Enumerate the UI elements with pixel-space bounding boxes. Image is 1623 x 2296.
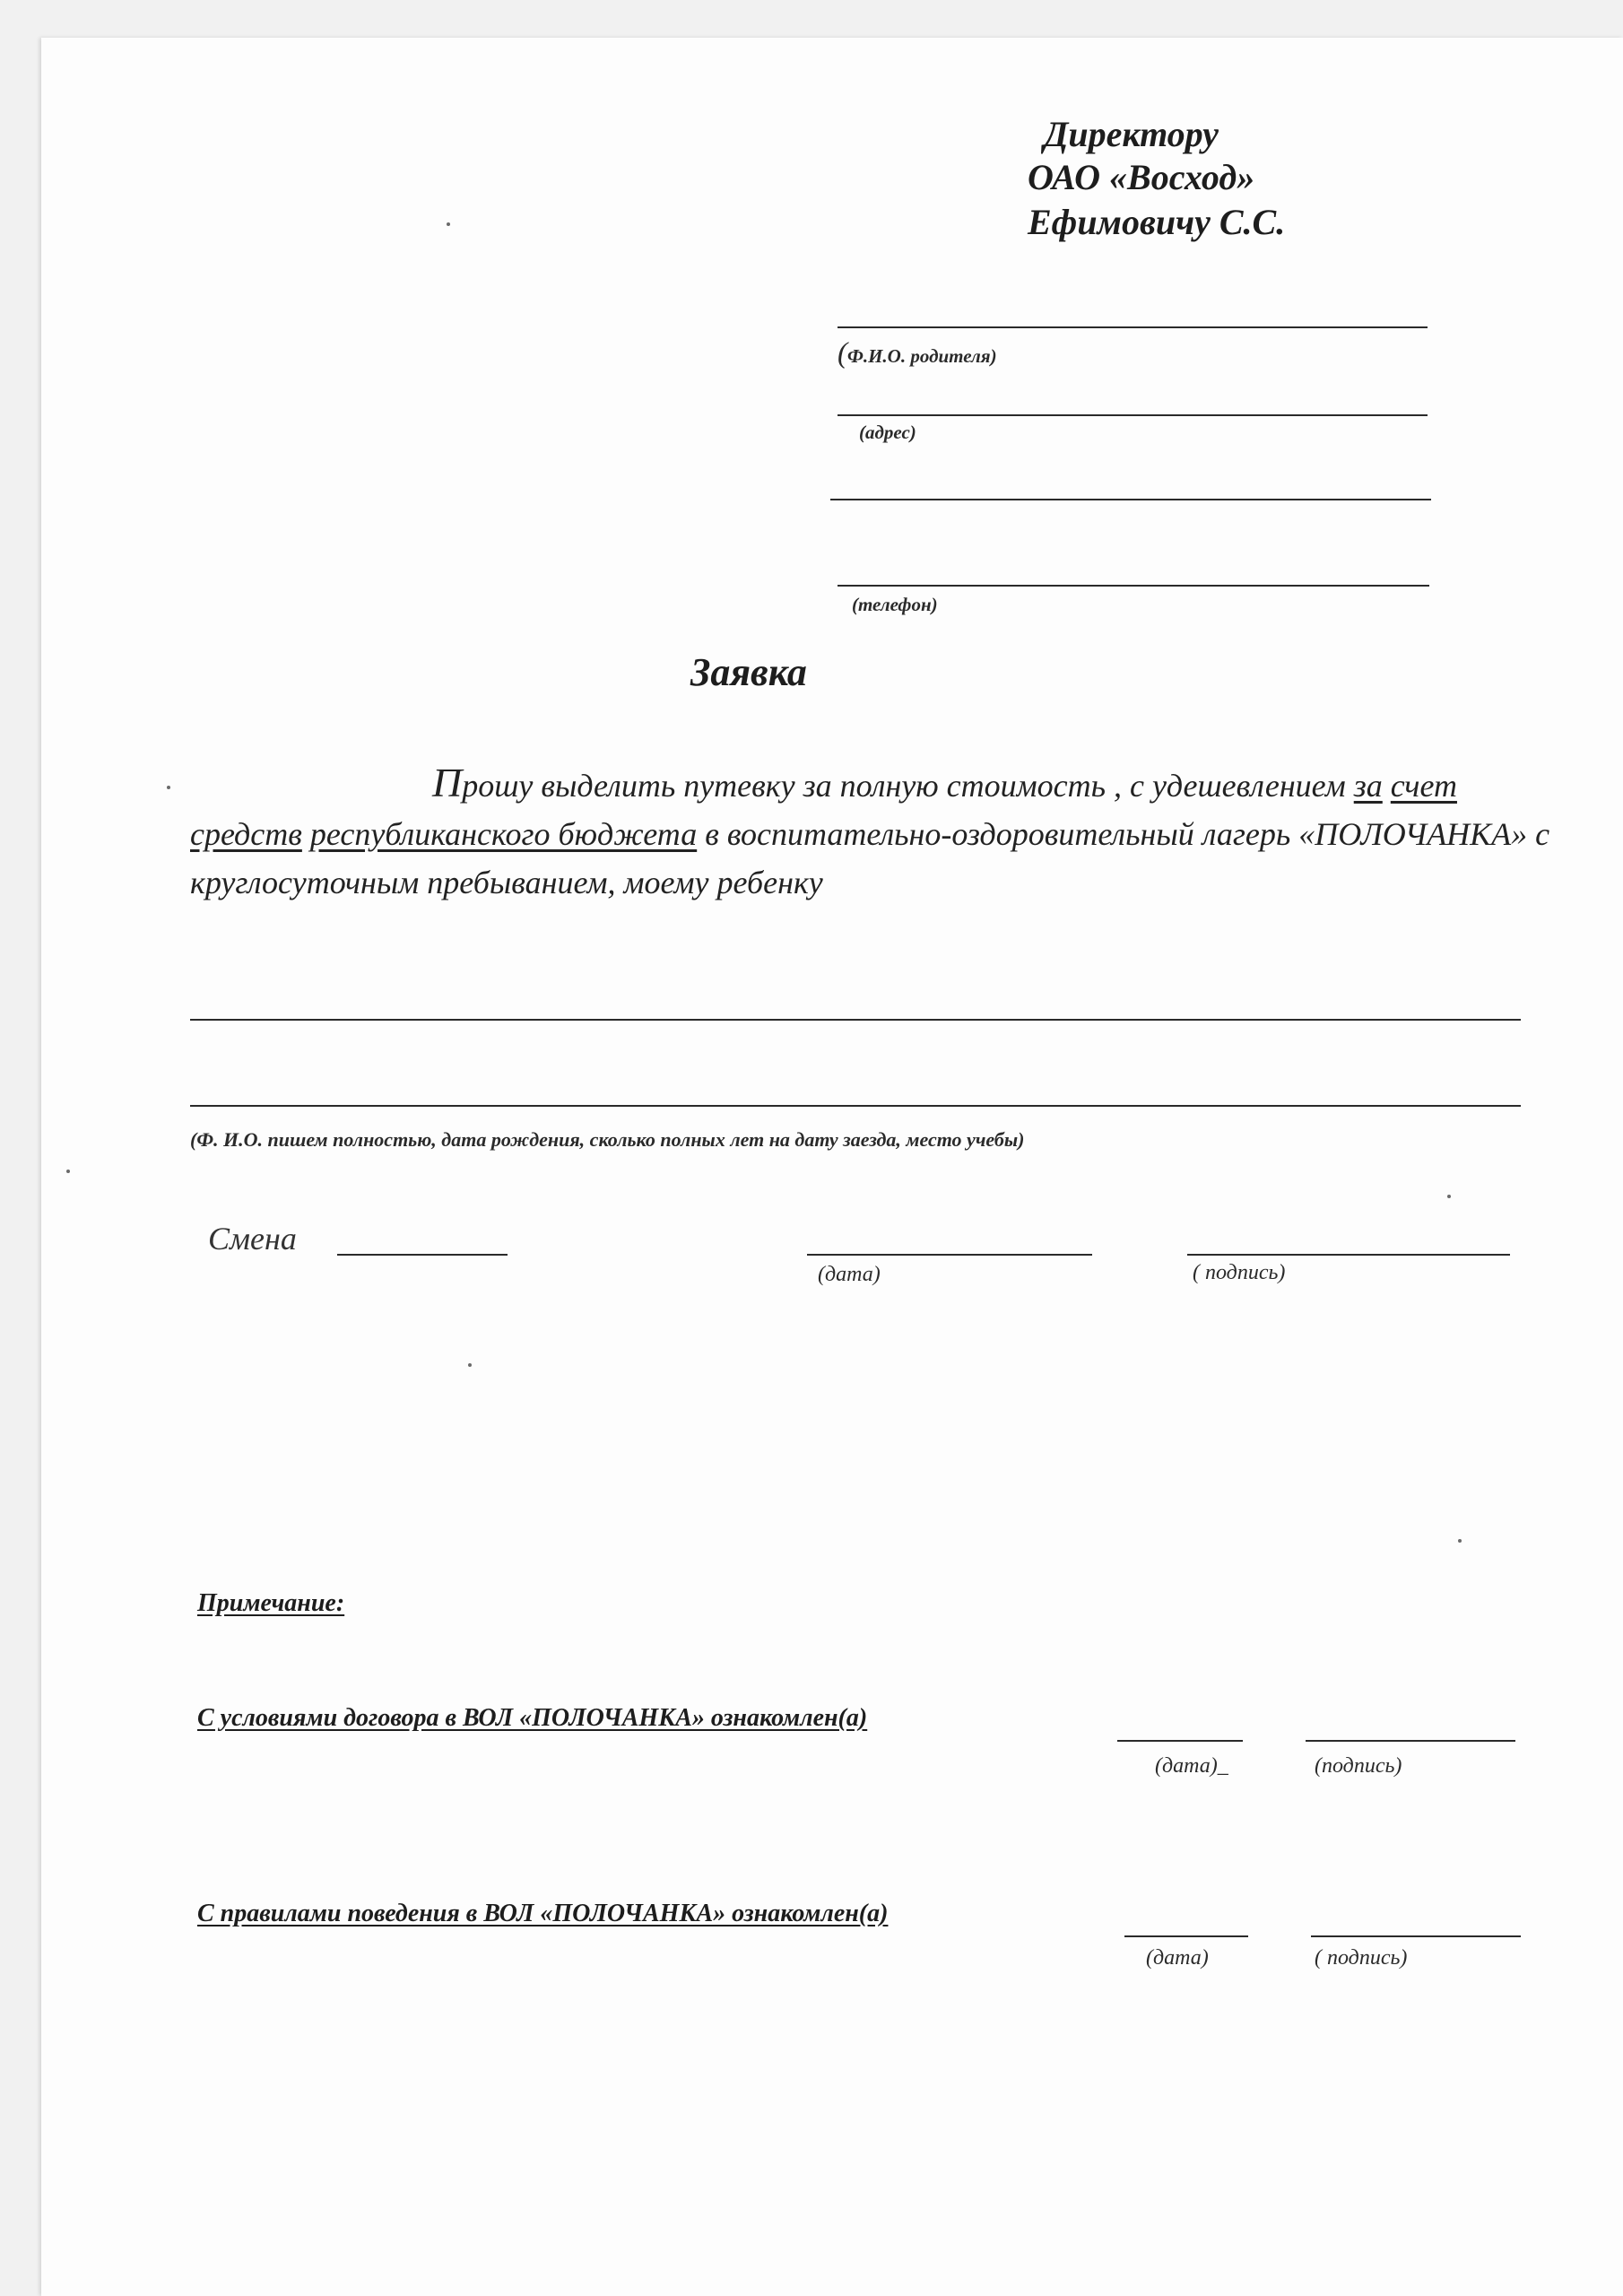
shift-date-caption: (дата) — [818, 1263, 881, 1286]
rules-date-line[interactable] — [1124, 1935, 1248, 1937]
parent-name-line[interactable] — [838, 326, 1428, 328]
address-line-1[interactable] — [838, 414, 1428, 416]
phone-caption: (телефон) — [852, 594, 938, 615]
addressee-line-2: ОАО «Восход» — [1028, 157, 1255, 197]
document-title: Заявка — [690, 650, 807, 694]
note-heading: Примечание: — [197, 1589, 345, 1617]
phone-line[interactable] — [838, 585, 1429, 587]
scan-speck — [167, 786, 170, 789]
child-info-line-1[interactable] — [190, 1019, 1521, 1021]
shift-date-line[interactable] — [807, 1254, 1092, 1256]
scan-speck — [1447, 1195, 1451, 1198]
rules-date-caption: (дата) — [1146, 1946, 1209, 1970]
shift-label: Смена — [208, 1221, 297, 1257]
address-line-2[interactable] — [830, 499, 1431, 500]
contract-acknowledgement: С условиями договора в ВОЛ «ПОЛОЧАНКА» ознакомлен(а) — [197, 1704, 868, 1732]
rules-signature-line[interactable] — [1311, 1935, 1521, 1937]
scan-speck — [1458, 1539, 1462, 1543]
contract-date-line[interactable] — [1117, 1740, 1243, 1742]
rules-acknowledgement: С правилами поведения в ВОЛ «ПОЛОЧАНКА» ознакомлен(а) — [197, 1900, 889, 1927]
addressee-line-1: Директору — [1044, 114, 1219, 154]
contract-signature-line[interactable] — [1306, 1740, 1515, 1742]
child-info-line-2[interactable] — [190, 1105, 1521, 1107]
rules-signature-caption: ( подпись) — [1315, 1946, 1408, 1970]
shift-signature-line[interactable] — [1187, 1254, 1510, 1256]
parent-name-caption: (Ф.И.О. родителя) — [838, 337, 997, 370]
request-initial: П — [432, 760, 463, 805]
contract-date-caption: (дата)_ — [1155, 1754, 1228, 1778]
scan-speck — [447, 222, 450, 226]
address-caption: (адрес) — [859, 422, 916, 443]
shift-input-line[interactable] — [337, 1254, 508, 1256]
addressee-line-3: Ефимовичу С.С. — [1028, 202, 1286, 242]
shift-signature-caption: ( подпись) — [1193, 1261, 1286, 1284]
contract-signature-caption: (подпись) — [1315, 1754, 1402, 1778]
document-sheet — [41, 38, 1623, 2296]
scan-speck — [468, 1363, 472, 1367]
child-info-caption: (Ф. И.О. пишем полностью, дата рождения, сколько полных лет на дату заезда, место учебы) — [190, 1128, 1025, 1151]
request-paragraph: Прошу выделить путевку за полную стоимость , с удешевлением за счет средств республиканского бюджета в воспитательно-оздоровительный лагерь «ПОЛОЧАНКА» с круглосуточным пребыванием, моему ребенку — [190, 760, 1550, 900]
scan-speck — [66, 1170, 70, 1173]
